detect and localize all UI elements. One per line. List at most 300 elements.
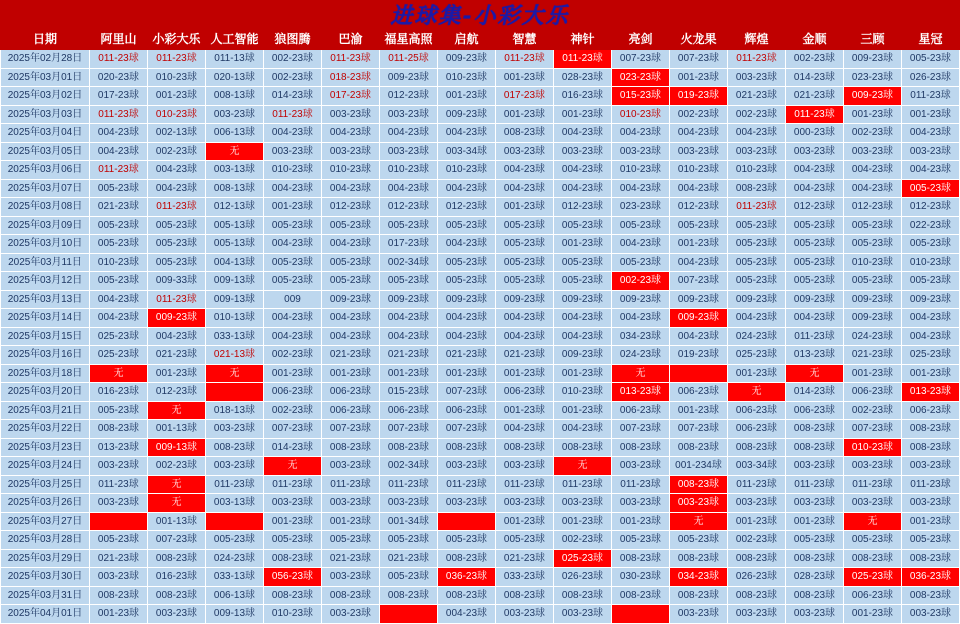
- table-row: [1, 198, 960, 217]
- cell-value: 028-23球: [554, 68, 612, 87]
- cell-value: 021-23球: [148, 346, 206, 365]
- cell-value: 001-23球: [844, 105, 902, 124]
- cell-value: 009-23球: [438, 105, 496, 124]
- cell-value: 000-23球: [786, 124, 844, 143]
- cell-value: 012-23球: [380, 87, 438, 106]
- cell-value: 034-23球: [612, 327, 670, 346]
- cell-value: 005-23球: [264, 272, 322, 291]
- cell-value: 004-23球: [554, 179, 612, 198]
- cell-value: 021-23球: [322, 346, 380, 365]
- cell-value: 003-23球: [438, 494, 496, 513]
- cell-value: 005-23球: [902, 235, 960, 254]
- cell-value: 010-23球: [90, 253, 148, 272]
- cell-value: 001-23球: [728, 512, 786, 531]
- cell-value: 003-23球: [322, 142, 380, 161]
- cell-value: 005-23球: [902, 531, 960, 550]
- cell-value: 001-23球: [554, 105, 612, 124]
- cell-date: 2025年03月08日: [1, 198, 90, 217]
- cell-date: 2025年03月31日: [1, 586, 90, 605]
- cell-value: 011-13球: [206, 50, 264, 69]
- cell-value: 007-23球: [380, 420, 438, 439]
- cell-value: 无: [148, 401, 206, 420]
- cell-date: 2025年03月16日: [1, 346, 90, 365]
- cell-value: 013-23球: [902, 383, 960, 402]
- cell-value: 005-23球: [148, 235, 206, 254]
- cell-value: 003-23球: [206, 105, 264, 124]
- cell-date: 2025年03月27日: [1, 512, 90, 531]
- cell-value: 007-23球: [670, 420, 728, 439]
- cell-value: 011-23球: [264, 475, 322, 494]
- cell-value: 004-23球: [264, 179, 322, 198]
- cell-value: 008-23球: [264, 549, 322, 568]
- column-header-6: 福星高照: [380, 29, 438, 50]
- cell-value: 007-23球: [148, 531, 206, 550]
- cell-value: 004-23球: [496, 161, 554, 180]
- cell-value: 004-23球: [554, 161, 612, 180]
- cell-value: 005-23球: [844, 216, 902, 235]
- cell-value: 004-23球: [902, 124, 960, 143]
- cell-value: 009-23球: [554, 346, 612, 365]
- cell-value: 005-23球: [380, 216, 438, 235]
- cell-value: 008-23球: [728, 586, 786, 605]
- cell-value: 033-23球: [496, 568, 554, 587]
- table-row: [1, 531, 960, 550]
- cell-value: 010-23球: [728, 161, 786, 180]
- table-row: [1, 235, 960, 254]
- cell-value: 005-23球: [902, 50, 960, 69]
- cell-value: 001-23球: [902, 364, 960, 383]
- cell-value: 005-23球: [496, 531, 554, 550]
- cell-value: 013-23球: [90, 438, 148, 457]
- cell-value: 009-23球: [728, 290, 786, 309]
- cell-date: 2025年03月26日: [1, 494, 90, 513]
- cell-value: 010-23球: [148, 68, 206, 87]
- cell-value: 017-23球: [380, 235, 438, 254]
- cell-value: 009-23球: [670, 309, 728, 328]
- cell-value: 010-23球: [670, 161, 728, 180]
- cell-value: 005-23球: [554, 216, 612, 235]
- cell-value: 004-23球: [612, 235, 670, 254]
- cell-value: 012-23球: [438, 198, 496, 217]
- cell-value: 004-23球: [496, 309, 554, 328]
- cell-value: 033-13球: [206, 327, 264, 346]
- cell-value: 005-23球: [206, 531, 264, 550]
- cell-value: 034-23球: [670, 568, 728, 587]
- cell-value: 003-23球: [786, 457, 844, 476]
- cell-value: 022-23球: [902, 216, 960, 235]
- cell-value: 004-23球: [90, 309, 148, 328]
- cell-value: 003-34球: [438, 142, 496, 161]
- cell-value: 010-23球: [612, 105, 670, 124]
- column-header-15: 星冠: [902, 29, 960, 50]
- cell-value: 003-23球: [612, 142, 670, 161]
- cell-value: 无: [728, 383, 786, 402]
- cell-value: 007-23球: [322, 420, 380, 439]
- cell-value: 005-23球: [728, 272, 786, 291]
- cell-date: 2025年03月21日: [1, 401, 90, 420]
- cell-value: 003-23球: [670, 494, 728, 513]
- cell-value: 005-23球: [554, 253, 612, 272]
- cell-value: 008-23球: [148, 549, 206, 568]
- cell-value: 011-23球: [786, 105, 844, 124]
- cell-value: 005-23球: [728, 216, 786, 235]
- cell-value: 008-23球: [670, 475, 728, 494]
- cell-value: 011-23球: [206, 475, 264, 494]
- cell-value: 002-23球: [148, 457, 206, 476]
- cell-value: 005-23球: [380, 568, 438, 587]
- cell-date: 2025年03月05日: [1, 142, 90, 161]
- cell-value: 003-23球: [786, 494, 844, 513]
- cell-value: 004-23球: [902, 327, 960, 346]
- cell-value: 007-23球: [438, 383, 496, 402]
- column-header-10: 亮剑: [612, 29, 670, 50]
- cell-value: 008-23球: [90, 586, 148, 605]
- cell-value: 004-23球: [264, 124, 322, 143]
- cell-value: 005-23球: [148, 216, 206, 235]
- cell-value: 030-23球: [612, 568, 670, 587]
- cell-value: 005-23球: [148, 253, 206, 272]
- cell-value: 004-23球: [264, 327, 322, 346]
- cell-value: 025-23球: [728, 346, 786, 365]
- cell-value: 007-23球: [612, 50, 670, 69]
- cell-value: 010-23球: [322, 161, 380, 180]
- cell-value: 004-23球: [554, 420, 612, 439]
- cell-value: 003-23球: [380, 142, 438, 161]
- cell-value: 003-23球: [612, 494, 670, 513]
- cell-value: 009: [264, 290, 322, 309]
- cell-date: 2025年03月06日: [1, 161, 90, 180]
- cell-value: 004-23球: [438, 179, 496, 198]
- cell-value: 021-23球: [728, 87, 786, 106]
- cell-value: 008-23球: [612, 438, 670, 457]
- cell-value: 014-23球: [786, 68, 844, 87]
- cell-value: 005-23球: [786, 235, 844, 254]
- cell-value: 003-23球: [902, 457, 960, 476]
- cell-value: 008-23球: [496, 438, 554, 457]
- cell-value: 005-23球: [670, 531, 728, 550]
- cell-value: 001-23球: [496, 364, 554, 383]
- cell-value: 001-23球: [438, 364, 496, 383]
- table-row: [1, 309, 960, 328]
- cell-value: 无: [264, 457, 322, 476]
- cell-value: 001-23球: [554, 364, 612, 383]
- table-row: [1, 475, 960, 494]
- cell-value: 008-23球: [728, 179, 786, 198]
- column-header-2: 小彩大乐: [148, 29, 206, 50]
- cell-value: 001-23球: [438, 87, 496, 106]
- cell-value: 002-23球: [670, 105, 728, 124]
- cell-value: 005-23球: [264, 253, 322, 272]
- cell-value: 001-23球: [728, 364, 786, 383]
- table-row: [1, 124, 960, 143]
- cell-value: 009-23球: [496, 290, 554, 309]
- table-row: [1, 512, 960, 531]
- cell-value: 004-23球: [670, 179, 728, 198]
- column-header-date: 日期: [1, 29, 90, 50]
- cell-value: 008-23球: [728, 438, 786, 457]
- cell-value: 001-23球: [902, 105, 960, 124]
- cell-date: 2025年03月28日: [1, 531, 90, 550]
- cell-value: 004-23球: [380, 179, 438, 198]
- cell-value: 011-23球: [90, 475, 148, 494]
- cell-value: 004-23球: [670, 327, 728, 346]
- cell-value: 003-23球: [902, 605, 960, 624]
- cell-value: 001-23球: [322, 364, 380, 383]
- cell-value: 003-23球: [728, 142, 786, 161]
- table-row: [1, 68, 960, 87]
- cell-value: 003-23球: [728, 68, 786, 87]
- cell-value: 025-23球: [90, 346, 148, 365]
- cell-value: 001-23球: [264, 512, 322, 531]
- cell-value: 004-23球: [554, 327, 612, 346]
- cell-value: 014-23球: [264, 87, 322, 106]
- cell-value: 011-23球: [554, 475, 612, 494]
- cell-value: 008-23球: [554, 586, 612, 605]
- cell-date: 2025年03月01日: [1, 68, 90, 87]
- cell-value: 009-23球: [844, 87, 902, 106]
- cell-value: 008-23球: [728, 549, 786, 568]
- cell-value: 001-23球: [902, 512, 960, 531]
- cell-value: 021-23球: [90, 198, 148, 217]
- cell-value: 007-23球: [670, 50, 728, 69]
- cell-value: 008-23球: [670, 549, 728, 568]
- cell-value: 011-23球: [786, 475, 844, 494]
- column-header-7: 启航: [438, 29, 496, 50]
- cell-value: 004-23球: [90, 142, 148, 161]
- cell-value: 006-23球: [612, 401, 670, 420]
- cell-value: 无: [844, 512, 902, 531]
- cell-value: 006-23球: [844, 586, 902, 605]
- cell-value: 010-13球: [206, 309, 264, 328]
- cell-value: 017-23球: [322, 87, 380, 106]
- cell-value: 001-23球: [844, 364, 902, 383]
- cell-value: 004-23球: [438, 124, 496, 143]
- cell-value: 011-23球: [438, 475, 496, 494]
- cell-value: 010-23球: [438, 161, 496, 180]
- cell-date: 2025年03月12日: [1, 272, 90, 291]
- cell-value: 006-13球: [206, 586, 264, 605]
- cell-value: 004-23球: [380, 124, 438, 143]
- cell-value: 018-13球: [206, 401, 264, 420]
- cell-value: 023-23球: [612, 68, 670, 87]
- cell-value: 003-23球: [554, 605, 612, 624]
- cell-value: 003-34球: [728, 457, 786, 476]
- cell-value: 008-23球: [554, 438, 612, 457]
- cell-value: 003-23球: [554, 142, 612, 161]
- cell-value: 005-23球: [496, 216, 554, 235]
- cell-value: 024-23球: [612, 346, 670, 365]
- table-row: [1, 605, 960, 624]
- cell-value: 010-23球: [264, 605, 322, 624]
- cell-value: 003-23球: [554, 494, 612, 513]
- cell-value: 003-23球: [322, 605, 380, 624]
- cell-value: 021-23球: [380, 346, 438, 365]
- table-row: [1, 290, 960, 309]
- cell-value: 005-23球: [438, 531, 496, 550]
- cell-value: 003-23球: [206, 420, 264, 439]
- cell-value: 003-23球: [322, 457, 380, 476]
- cell-value: 004-23球: [438, 327, 496, 346]
- cell-value: 005-23球: [902, 179, 960, 198]
- cell-value: 004-23球: [90, 290, 148, 309]
- cell-value: 005-23球: [264, 531, 322, 550]
- cell-value: 011-23球: [90, 50, 148, 69]
- column-header-13: 金顺: [786, 29, 844, 50]
- cell-value: 021-23球: [438, 346, 496, 365]
- cell-value: 008-23球: [786, 586, 844, 605]
- cell-value: 013-23球: [786, 346, 844, 365]
- cell-value: 028-23球: [786, 568, 844, 587]
- cell-value: 007-23球: [264, 420, 322, 439]
- cell-value: 005-23球: [496, 253, 554, 272]
- cell-value: 005-23球: [670, 216, 728, 235]
- cell-value: 020-13球: [206, 68, 264, 87]
- cell-value: [612, 605, 670, 624]
- cell-value: 008-23球: [438, 438, 496, 457]
- cell-value: 009-23球: [902, 290, 960, 309]
- cell-value: 001-234球: [670, 457, 728, 476]
- cell-value: 006-23球: [844, 383, 902, 402]
- cell-value: 008-23球: [148, 586, 206, 605]
- cell-value: 003-13球: [206, 161, 264, 180]
- cell-value: 009-23球: [612, 290, 670, 309]
- cell-value: 005-23球: [380, 531, 438, 550]
- cell-value: 010-23球: [438, 68, 496, 87]
- table-row: [1, 105, 960, 124]
- cell-value: 002-23球: [786, 50, 844, 69]
- cell-value: 009-13球: [206, 605, 264, 624]
- cell-value: 006-23球: [902, 401, 960, 420]
- cell-value: 004-23球: [554, 309, 612, 328]
- cell-value: 008-13球: [206, 179, 264, 198]
- table-row: [1, 87, 960, 106]
- cell-value: 023-23球: [612, 198, 670, 217]
- cell-value: 003-23球: [902, 142, 960, 161]
- cell-value: 005-23球: [90, 179, 148, 198]
- cell-value: 011-23球: [496, 50, 554, 69]
- cell-value: 004-23球: [322, 179, 380, 198]
- cell-date: 2025年02月28日: [1, 50, 90, 69]
- cell-value: 011-23球: [902, 475, 960, 494]
- cell-value: 003-23球: [206, 457, 264, 476]
- cell-value: 无: [206, 142, 264, 161]
- cell-value: 006-23球: [728, 420, 786, 439]
- cell-value: 012-23球: [844, 198, 902, 217]
- cell-value: 004-13球: [206, 253, 264, 272]
- cell-value: 006-13球: [206, 124, 264, 143]
- cell-value: 004-23球: [148, 179, 206, 198]
- cell-value: 011-23球: [902, 87, 960, 106]
- cell-value: 001-23球: [670, 68, 728, 87]
- cell-date: 2025年03月18日: [1, 364, 90, 383]
- cell-value: 002-23球: [264, 346, 322, 365]
- cell-value: 010-23球: [902, 253, 960, 272]
- column-header-12: 辉煌: [728, 29, 786, 50]
- cell-value: 025-23球: [902, 346, 960, 365]
- cell-value: 006-23球: [670, 383, 728, 402]
- cell-value: 021-23球: [322, 549, 380, 568]
- cell-value: 006-23球: [264, 383, 322, 402]
- table-row: [1, 161, 960, 180]
- cell-value: 004-23球: [264, 235, 322, 254]
- cell-date: 2025年03月30日: [1, 568, 90, 587]
- cell-value: 005-23球: [322, 272, 380, 291]
- cell-value: 056-23球: [264, 568, 322, 587]
- cell-value: 004-23球: [612, 124, 670, 143]
- cell-value: 003-23球: [380, 494, 438, 513]
- cell-value: 003-23球: [844, 142, 902, 161]
- table-body: [1, 50, 960, 624]
- cell-value: 003-23球: [496, 605, 554, 624]
- cell-value: 005-23球: [90, 235, 148, 254]
- cell-value: 001-13球: [148, 420, 206, 439]
- column-header-14: 三顾: [844, 29, 902, 50]
- cell-value: 005-23球: [786, 272, 844, 291]
- cell-date: 2025年03月07日: [1, 179, 90, 198]
- cell-value: 004-23球: [438, 309, 496, 328]
- cell-value: 005-23球: [902, 272, 960, 291]
- cell-value: 008-23球: [786, 438, 844, 457]
- cell-value: 005-23球: [786, 216, 844, 235]
- cell-value: 001-23球: [496, 512, 554, 531]
- cell-value: 008-23球: [322, 438, 380, 457]
- cell-value: 001-23球: [496, 105, 554, 124]
- cell-value: 009-23球: [148, 309, 206, 328]
- cell-value: 005-23球: [438, 272, 496, 291]
- cell-value: 005-23球: [90, 272, 148, 291]
- cell-value: 005-23球: [90, 216, 148, 235]
- cell-value: 014-23球: [264, 438, 322, 457]
- cell-value: 003-23球: [322, 105, 380, 124]
- cell-value: 001-23球: [670, 235, 728, 254]
- cell-value: 007-23球: [844, 420, 902, 439]
- cell-value: 无: [554, 457, 612, 476]
- cell-value: 001-23球: [612, 512, 670, 531]
- cell-value: 003-23球: [322, 568, 380, 587]
- cell-date: 2025年03月23日: [1, 438, 90, 457]
- table-row: [1, 549, 960, 568]
- cell-value: 021-13球: [206, 346, 264, 365]
- cell-value: 002-34球: [380, 253, 438, 272]
- table-row: [1, 50, 960, 69]
- table-row: [1, 457, 960, 476]
- cell-value: 无: [786, 364, 844, 383]
- cell-value: 006-23球: [786, 401, 844, 420]
- cell-value: 无: [612, 364, 670, 383]
- cell-value: 003-23球: [670, 142, 728, 161]
- table-row: [1, 364, 960, 383]
- cell-value: 003-23球: [786, 605, 844, 624]
- cell-value: 004-23球: [322, 309, 380, 328]
- cell-value: 021-23球: [90, 549, 148, 568]
- cell-value: 004-23球: [786, 179, 844, 198]
- cell-value: 004-23球: [670, 124, 728, 143]
- cell-value: 003-23球: [148, 605, 206, 624]
- cell-value: 012-23球: [322, 198, 380, 217]
- cell-value: 021-23球: [380, 549, 438, 568]
- cell-value: 002-23球: [148, 142, 206, 161]
- cell-value: 004-23球: [438, 235, 496, 254]
- cell-value: 017-23球: [496, 87, 554, 106]
- cell-value: 011-23球: [554, 50, 612, 69]
- cell-value: 002-23球: [264, 50, 322, 69]
- cell-value: 006-23球: [438, 401, 496, 420]
- cell-date: 2025年03月03日: [1, 105, 90, 124]
- column-header-8: 智慧: [496, 29, 554, 50]
- cell-value: 004-23球: [380, 327, 438, 346]
- cell-value: 011-23球: [148, 290, 206, 309]
- cell-value: 004-23球: [438, 605, 496, 624]
